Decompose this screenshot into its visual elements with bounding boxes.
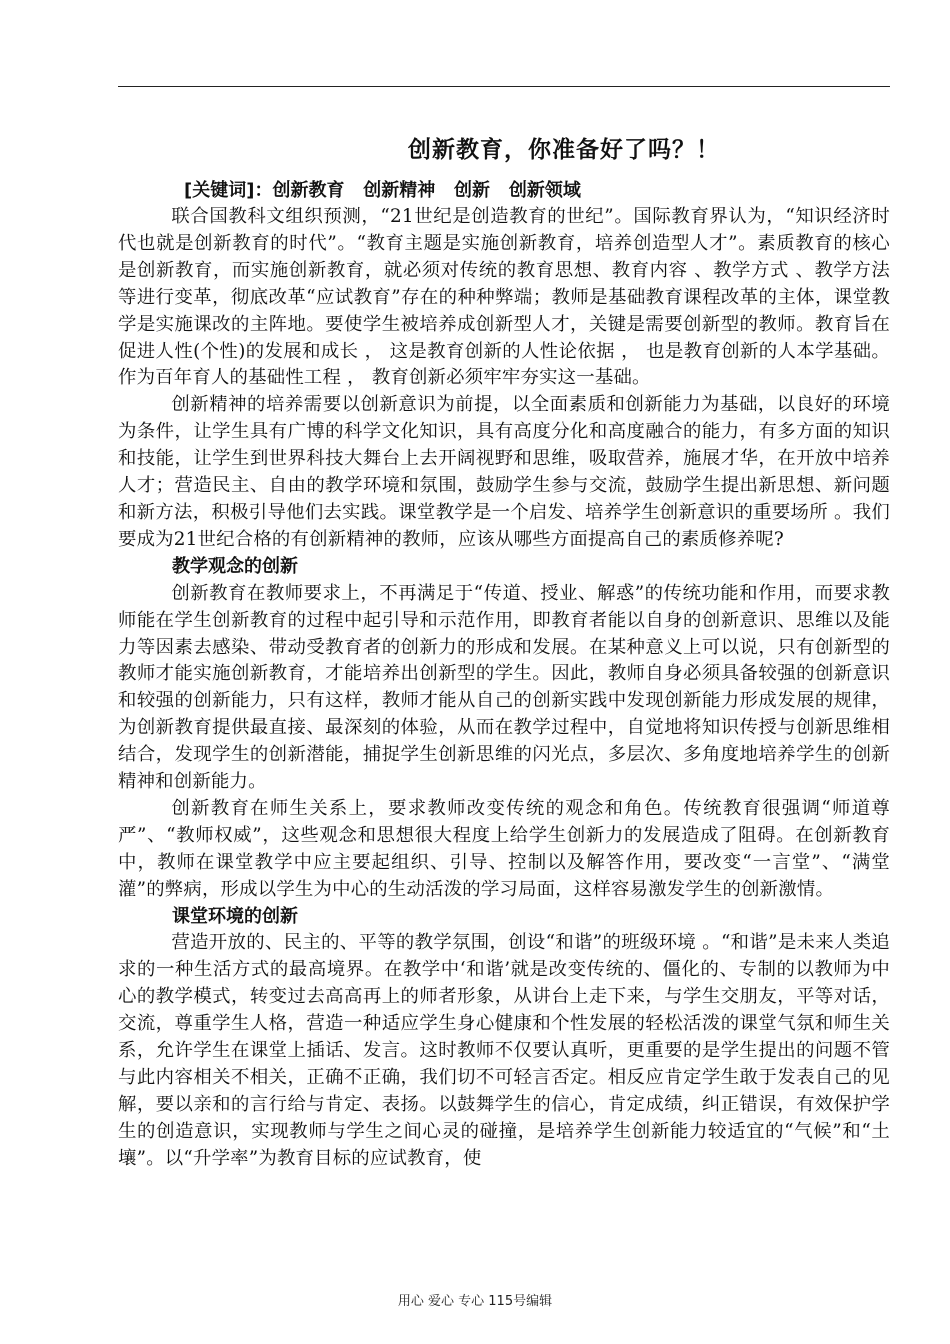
section1-paragraph-2: 创新教育在师生关系上，要求教师改变传统的观念和角色。传统教育很强调“师道尊严”、“教师权威”，这些观念和思想很大程度上给学生创新力的发展造成了阻碍。在创新教育中，教师在课堂教学中应主要起组织、引导、控制以及解答作用，要改变“一言堂”、“满堂灌”的弊病，形成以学生为中心的生动活泼的学习局面，这样容易激发学生的创新激情。 bbox=[118, 797, 890, 900]
document-body bbox=[118, 130, 890, 1173]
section1-paragraph-1: 创新教育在教师要求上，不再满足于“传道、授业、解惑”的传统功能和作用，而要求教师能在学生创新教育的过程中起引导和示范作用，即教育者能以自身的创新意识、思维以及能力等因素去感染、带动受教育者的创新力的形成和发展。在某种意义上可以说，只有创新型的教师才能实施创新教育，才能培养出创新型的学生。因此，教师自身必须具备较强的创新意识和较强的创新能力，只有这样，教师才能从自己的创新实践中发现创新能力形成发展的规律，为创新教育提供最直接、最深刻的体验，从而在教学过程中，自觉地将知识传授与创新思维相结合，发现学生的创新潜能，捕捉学生创新思维的闪光点，多层次、多角度地培养学生的创新精神和创新能力。 bbox=[118, 582, 890, 793]
section-heading-teaching-concept: 教学观念的创新 bbox=[172, 555, 298, 577]
section2-paragraph-1: 营造开放的、民主的、平等的教学氛围，创设“和谐”的班级环境 。“和谐”是未来人类追求的一种生活方式的最高境界。在教学中‘和谐’就是改变传统的、僵化的、专制的以教师为中心的教学模式，转变过去高高再上的师者形象，从讲台上走下来，与学生交朋友，平等对话，交流，尊重学生人格，营造一种适应学生身心健康和个性发展的轻松活泼的课堂气氛和师生关系，允许学生在课堂上插话、发言。这时教师不仅要认真听，更重要的是学生提出的问题不管与此内容相关不相关，正确不正确，我们切不可轻言否定。相反应肯定学生敢于发表自己的见解，要以亲和的言行给与肯定、表扬。以鼓舞学生的信心，肯定成绩，纠正错误，有效保护学生的创造意识，实现教师与学生之间心灵的碰撞，是培养学生创新能力较适宜的“气候”和“土壤”。以“升学率”为教育目标的应试教育，使 bbox=[118, 932, 890, 1169]
page-footer: 用心 爱心 专心 115号编辑 bbox=[397, 1294, 553, 1309]
section-heading-classroom-environment: 课堂环境的创新 bbox=[172, 905, 298, 927]
intro-paragraph-2: 创新精神的培养需要以创新意识为前提，以全面素质和创新能力为基础，以良好的环境为条件，让学生具有广博的科学文化知识，具有高度分化和高度融合的能力，有多方面的知识和技能，让学生到世界科技大舞台上去开阔视野和思维，吸取营养，施展才华，在开放中培养人才；营造民主、自由的教学环境和氛围，鼓励学生参与交流，鼓励学生提出新思想、新问题和新方法，积极引导他们去实践。课堂教学是一个启发、培养学生创新意识的重要场所 。我们要成为21世纪合格的有创新精神的教师，应该从哪些方面提高自己的素质修养呢? bbox=[118, 394, 890, 550]
document-title: 创新教育，你准备好了吗？！ bbox=[408, 137, 720, 163]
header-rule bbox=[118, 86, 890, 87]
keywords-line: [关键词]：创新教育 创新精神 创新 创新领域 bbox=[184, 180, 581, 201]
intro-paragraph-1: 联合国教科文组织预测，“21世纪是创造教育的世纪”。国际教育界认为，“知识经济时代也就是创新教育的时代”。“教育主题是实施创新教育，培养创造型人才”。素质教育的核心是创新教育，而实施创新教育，就必须对传统的教育思想、教育内容 、教学方式 、教学方法等进行变革，彻底改革“应试教育”存在的种种弊端；教师是基础教育课程改革的主体，课堂教学是实施课改的主阵地。要使学生被培养成创新型人才，关键是需要创新型的教师。教育旨在促进人性(个性)的发展和成长 ， 这是教育创新的人性论依据 ， 也是教育创新的人本学基础。作为百年育人的基础性工程 ， 教育创新必须牢牢夯实这一基础。 bbox=[118, 206, 890, 389]
